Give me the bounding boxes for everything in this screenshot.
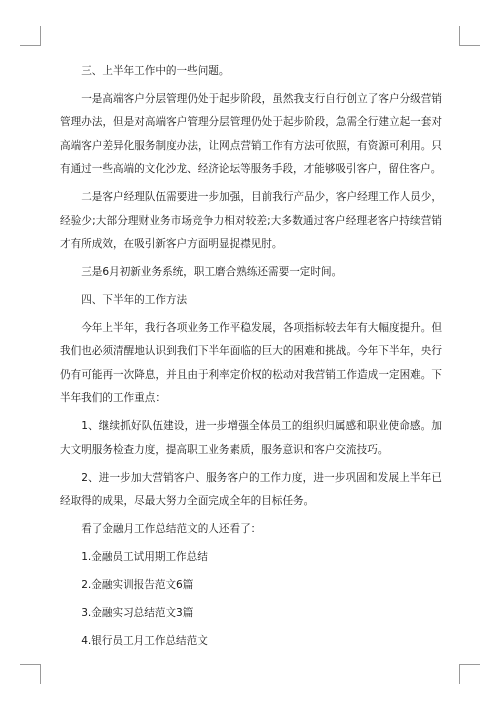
body-paragraph: 2、进一步加大营销客户、服务客户的工作力度，进一步巩固和发展上半年已经取得的成果，尽最大努力全面完成全年的目标任务。 (60, 471, 442, 508)
crop-mark-bottom-right (459, 664, 460, 684)
document-body (60, 60, 442, 658)
related-heading: 看了金融月工作总结范文的人还看了： (81, 523, 262, 536)
crop-mark-top-left (40, 26, 41, 46)
body-paragraph: 一是高端客户分层管理仍处于起步阶段，虽然我支行自行创立了客户分级营销管理办法，但是对高端客户管理分层管理仍处于起步阶段，急需全行建立起一套对高端客户差异化服务制度办法，让网点营销工作有方法可依照，有资源可利用。只有通过一些高端的文化沙龙、经济论坛等服务手段，才能够吸引客户，留住客户。 (60, 93, 442, 176)
crop-mark-bottom-right (459, 664, 480, 665)
related-link[interactable]: 2.金融实训报告范文6篇 (81, 579, 194, 592)
crop-mark-bottom-left (40, 664, 41, 684)
crop-mark-bottom-left (20, 664, 41, 665)
related-link[interactable]: 4.银行员工月工作总结范文 (81, 635, 208, 648)
crop-mark-top-right (459, 45, 480, 46)
body-paragraph: 三是6月初新业务系统，职工磨合熟练还需要一定时间。 (81, 266, 343, 279)
body-paragraph: 二是客户经理队伍需要进一步加强，目前我行产品少，客户经理工作人员少，经验少;大部分理财业务市场竞争力相对较差;大多数通过客户经理老客户持续营销才有所成效，在吸引新客户方面明显捉襟见肘。 (60, 191, 442, 251)
related-link[interactable]: 3.金融实习总结范文3篇 (81, 607, 194, 620)
section-heading-problems: 三、上半年工作中的一些问题。 (81, 65, 230, 77)
body-paragraph: 1、继续抓好队伍建设，进一步增强全体员工的组织归属感和职业使命感。加大文明服务检查力度，提高职工业务素质，服务意识和客户交流技巧。 (60, 420, 442, 456)
crop-mark-top-left (20, 45, 41, 46)
crop-mark-top-right (459, 26, 460, 46)
body-paragraph: 今年上半年，我行各项业务工作平稳发展，各项指标较去年有大幅度提升。但我们也必须清醒地认识到我们下半年面临的巨大的困难和挑战。今年下半年，央行仍有可能再一次降息，并且由于利率定价权的松动对我营销工作造成一定困难。下半年我们的工作重点： (60, 322, 442, 405)
section-heading-methods: 四、下半年的工作方法 (81, 294, 188, 307)
related-link[interactable]: 1.金融员工试用期工作总结 (81, 551, 208, 564)
